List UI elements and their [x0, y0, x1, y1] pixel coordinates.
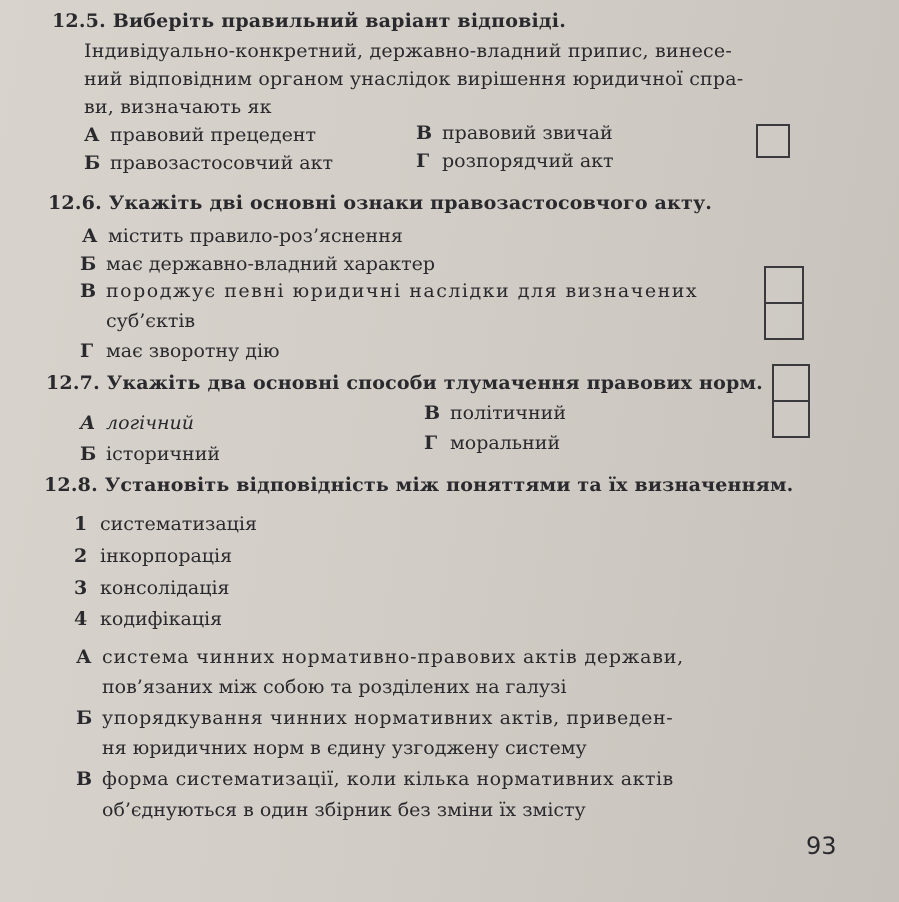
q128-term-3: 3 консолідація	[74, 577, 230, 599]
q127-answer-box-2[interactable]	[772, 400, 810, 438]
q126-option-g[interactable]: Г має зворотну дію	[80, 340, 280, 362]
q125-body-line-1: Індивідуально-конкретний, державно-владний припис, винесе-	[84, 40, 732, 62]
q126-answer-box-2[interactable]	[764, 302, 804, 340]
q127-number: 12.7.	[46, 372, 100, 394]
q125-option-v[interactable]: В правовий звичай	[416, 122, 613, 144]
q125-body-line-3: ви, визначають як	[84, 96, 272, 118]
q127-prompt: Укажіть два основні способи тлумачення правових норм.	[106, 372, 763, 394]
q126-option-v-cont: суб’єктів	[106, 310, 196, 332]
q128-definition-b: Б упорядкування чинних нормативних актів, приведен-	[76, 707, 674, 729]
q127-option-g[interactable]: Г моральний	[424, 432, 561, 454]
q128-definition-b-line2: ня юридичних норм в єдину узгоджену систему	[102, 737, 587, 759]
q128-definition-a: А система чинних нормативно-правових актів держави,	[76, 646, 685, 668]
q126-option-a[interactable]: А містить правило-роз’яснення	[82, 225, 403, 247]
q125-option-a[interactable]: А правовий прецедент	[84, 124, 317, 146]
q126-option-b[interactable]: Б має державно-владний характер	[80, 253, 436, 275]
q127-option-v[interactable]: В політичний	[424, 402, 566, 424]
q126-heading	[48, 192, 712, 214]
q125-number: 12.5.	[52, 10, 106, 32]
q125-prompt: Виберіть правильний варіант відповіді.	[112, 10, 567, 32]
q125-body-line-2: ний відповідним органом унаслідок вирішення юридичної спра-	[84, 68, 744, 90]
q128-definition-a-line2: пов’язаних між собою та розділених на галузі	[102, 676, 567, 698]
q128-definition-v-line2: об’єднуються в один збірник без зміни їх змісту	[102, 799, 586, 821]
q125-option-g[interactable]: Г розпорядчий акт	[416, 150, 614, 172]
q127-heading	[46, 372, 763, 394]
q126-prompt: Укажіть дві основні ознаки правозастосовчого акту.	[108, 192, 713, 214]
q128-term-1: 1 систематизація	[74, 513, 257, 535]
q126-number: 12.6.	[48, 192, 102, 214]
q128-heading	[44, 474, 794, 496]
q126-option-v[interactable]: В породжує певні юридичні наслідки для визначених	[80, 280, 699, 302]
q127-option-b[interactable]: Б історичний	[80, 443, 221, 465]
q127-answer-box-1[interactable]	[772, 364, 810, 402]
q127-option-a[interactable]: А логічний	[80, 412, 195, 434]
page-number: 93	[806, 832, 837, 860]
q128-term-2: 2 інкорпорація	[74, 545, 233, 567]
q128-number: 12.8.	[44, 474, 98, 496]
q125-answer-box[interactable]	[756, 124, 790, 158]
q128-prompt: Установіть відповідність між поняттями та їх визначенням.	[104, 474, 794, 496]
q125-heading	[52, 10, 566, 32]
q128-definition-v: В форма систематизації, коли кілька нормативних актів	[76, 768, 674, 790]
q125-option-b[interactable]: Б правозастосовчий акт	[84, 152, 333, 174]
q128-term-4: 4 кодифікація	[74, 608, 223, 630]
q126-answer-box-1[interactable]	[764, 266, 804, 304]
